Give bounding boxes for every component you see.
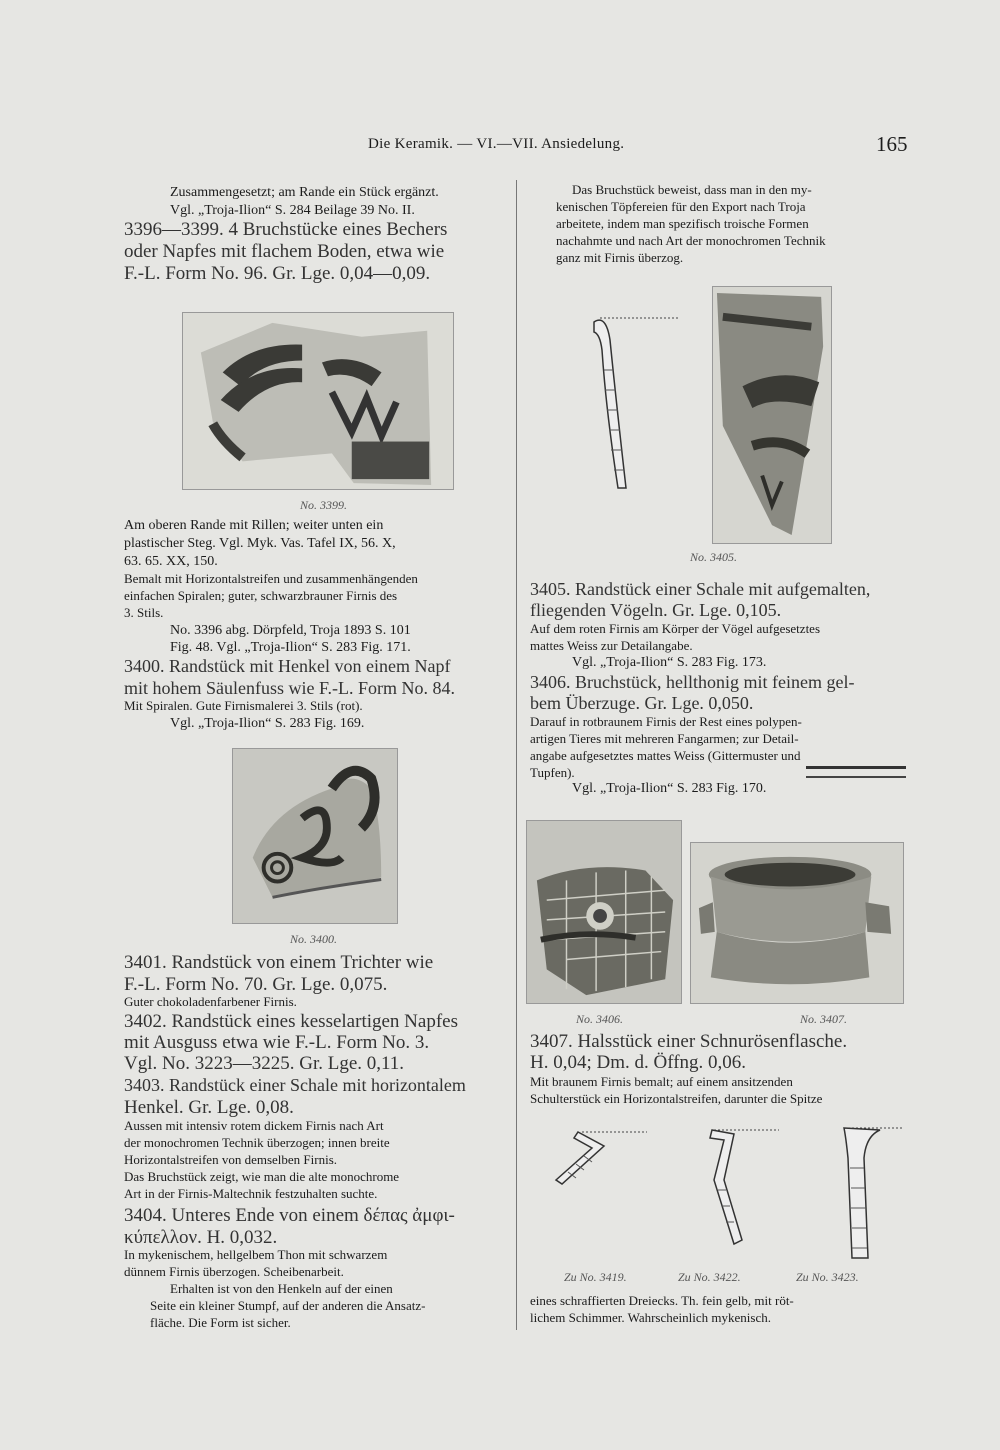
text-line: Das Bruchstück beweist, dass man in den my- <box>572 182 812 197</box>
photo-3407 <box>690 842 904 1004</box>
text-line: plastischer Steg. Vgl. Myk. Vas. Tafel IX, 56. X, <box>124 536 396 551</box>
text-line: 3. Stils. <box>124 605 164 620</box>
photo-3399 <box>182 312 454 490</box>
text-line: Vgl. „Troja-Ilion“ S. 283 Fig. 173. <box>572 655 767 670</box>
paragraph-line <box>124 519 507 533</box>
profile-drawing-3423 <box>818 1118 908 1268</box>
text-line: Mit braunem Firnis bemalt; auf einem ansitzenden <box>530 1074 793 1089</box>
text-line: Das Bruchstück zeigt, wie man die alte monochrome <box>124 1169 400 1184</box>
entry-heading-3404 <box>124 1206 507 1225</box>
text-line: 3407. Halsstück einer Schnurösenflasche. <box>530 1031 848 1052</box>
photo-3406 <box>526 820 682 1004</box>
caption-3407: No. 3407. <box>800 1012 848 1026</box>
text-line: Mit Spiralen. Gute Firnismalerei 3. Stils (rot). <box>124 698 363 713</box>
profile-drawing-3422 <box>684 1120 784 1260</box>
text-line: Schulterstück ein Horizontalstreifen, darunter die Spitze <box>530 1091 823 1106</box>
text-line: artigen Tieres mit mehreren Fangarmen; zur Detail- <box>530 731 799 746</box>
caption-3423: Zu No. 3423. <box>796 1270 859 1284</box>
text-line: Zusammengesetzt; am Rande ein Stück ergänzt. <box>170 185 439 200</box>
text-line: ganz mit Firnis überzog. <box>556 250 684 265</box>
strike-mark <box>806 766 906 769</box>
strike-mark <box>806 776 906 778</box>
caption-3400: No. 3400. <box>290 932 338 946</box>
text-line: Vgl. „Troja-Ilion“ S. 284 Beilage 39 No. II. <box>170 203 415 218</box>
text-line: mit Ausguss etwa wie F.-L. Form No. 3. <box>124 1032 430 1053</box>
text-line: κύπελλον. H. 0,032. <box>124 1227 278 1248</box>
text-line: Tupfen). <box>530 765 575 780</box>
text-line: Darauf in rotbraunem Firnis der Rest eines polypen- <box>530 714 802 729</box>
paragraph-line <box>124 1033 507 1052</box>
text-line: Guter chokoladenfarbener Firnis. <box>124 994 297 1009</box>
text-line: oder Napfes mit flachem Boden, etwa wie <box>124 241 445 262</box>
text-line: lichem Schimmer. Wahrscheinlich mykenisch. <box>530 1310 771 1325</box>
paragraph-line <box>530 1294 907 1307</box>
photo-3405 <box>712 286 832 544</box>
photo-3400 <box>232 748 398 924</box>
text-line: No. 3396 abg. Dörpfeld, Troja 1893 S. 101 <box>170 623 411 638</box>
text-line: 3401. Randstück von einem Trichter wie <box>124 952 434 973</box>
text-line: der monochromen Technik überzogen; innen breite <box>124 1135 390 1150</box>
text-line: In mykenischem, hellgelbem Thon mit schwarzem <box>124 1247 388 1262</box>
entry-heading-3403: 3403. Randstück einer Schale mit horizontalem <box>124 1075 466 1095</box>
text-line: eines schraffierten Dreiecks. Th. fein gelb, mit röt- <box>530 1293 794 1308</box>
text-line: fläche. Die Form ist sicher. <box>150 1315 291 1330</box>
caption-3405: No. 3405. <box>690 550 738 564</box>
text-line: Vgl. „Troja-Ilion“ S. 283 Fig. 169. <box>170 716 365 731</box>
text-line: 3402. Randstück eines kesselartigen Napfes <box>124 1011 458 1032</box>
text-line: bem Überzuge. Gr. Lge. 0,050. <box>530 693 754 713</box>
caption-3406: No. 3406. <box>576 1012 624 1026</box>
profile-drawing-3419 <box>552 1122 652 1222</box>
entry-heading-3396 <box>124 220 507 239</box>
running-title: Die Keramik. — VI.—VII. Ansiedelung. <box>368 136 625 152</box>
text-line: kenischen Töpfereien für den Export nach Troja <box>556 199 806 214</box>
profile-drawing-3405 <box>580 310 690 500</box>
caption-3399: No. 3399. <box>300 498 348 512</box>
entry-heading-3402 <box>124 1012 507 1031</box>
column-divider <box>516 180 517 1330</box>
text-line: mit hohem Säulenfuss wie F.-L. Form No. 84. <box>124 678 456 698</box>
text-line: F.-L. Form No. 96. Gr. Lge. 0,04—0,09. <box>124 263 431 284</box>
text-line: 3396—3399. 4 Bruchstücke eines Bechers <box>124 219 448 240</box>
text-line: Aussen mit intensiv rotem dickem Firnis nach Art <box>124 1118 384 1133</box>
entry-heading-3407 <box>530 1032 907 1051</box>
text-line: Auf dem roten Firnis am Körper der Vögel aufgesetztes <box>530 621 821 636</box>
text-line: arbeitete, indem man spezifisch troische Formen <box>556 216 809 231</box>
text-line: F.-L. Form No. 70. Gr. Lge. 0,075. <box>124 974 388 995</box>
caption-3422: Zu No. 3422. <box>678 1270 741 1284</box>
text-line: Vgl. No. 3223—3225. Gr. Lge. 0,11. <box>124 1053 405 1074</box>
text-line: H. 0,04; Dm. d. Öffng. 0,06. <box>530 1052 747 1073</box>
text-line: 3404. Unteres Ende von einem δέπας ἀμφι- <box>124 1205 455 1226</box>
entry-heading-3405: 3405. Randstück einer Schale mit aufgemalten, <box>530 579 871 599</box>
text-line: dünnem Firnis überzogen. Scheibenarbeit. <box>124 1264 344 1279</box>
text-line: Seite ein kleiner Stumpf, auf der anderen die Ansatz- <box>150 1298 426 1313</box>
text-line: Art in der Firnis-Maltechnik festzuhalten suchte. <box>124 1186 378 1201</box>
text-line: mattes Weiss zur Detailangabe. <box>530 638 693 653</box>
entry-heading-3401 <box>124 953 507 972</box>
text-line: Horizontalstreifen von demselben Firnis. <box>124 1152 338 1167</box>
text-line: Bemalt mit Horizontalstreifen und zusammenhängenden <box>124 571 418 586</box>
text-line: Am oberen Rande mit Rillen; weiter unten ein <box>124 518 384 533</box>
text-line: Erhalten ist von den Henkeln auf der einen <box>170 1281 393 1296</box>
text-line: nachahmte und nach Art der monochromen Technik <box>556 233 826 248</box>
text-line: einfachen Spiralen; guter, schwarzbrauner Firnis des <box>124 588 398 603</box>
text-line: angabe aufgesetztes mattes Weiss (Gittermuster und <box>530 748 801 763</box>
entry-heading-3406: 3406. Bruchstück, hellthonig mit feinem gel- <box>530 672 855 692</box>
text-line: Vgl. „Troja-Ilion“ S. 283 Fig. 170. <box>572 781 767 796</box>
text-line: 63. 65. XX, 150. <box>124 554 218 569</box>
caption-3419: Zu No. 3419. <box>564 1270 627 1284</box>
entry-heading-3400: 3400. Randstück mit Henkel von einem Napf <box>124 656 451 676</box>
text-line: Henkel. Gr. Lge. 0,08. <box>124 1097 294 1118</box>
text-line: Fig. 48. Vgl. „Troja-Ilion“ S. 283 Fig. 171. <box>170 640 411 655</box>
page-number: 165 <box>876 132 908 156</box>
text-line: fliegenden Vögeln. Gr. Lge. 0,105. <box>530 600 782 620</box>
